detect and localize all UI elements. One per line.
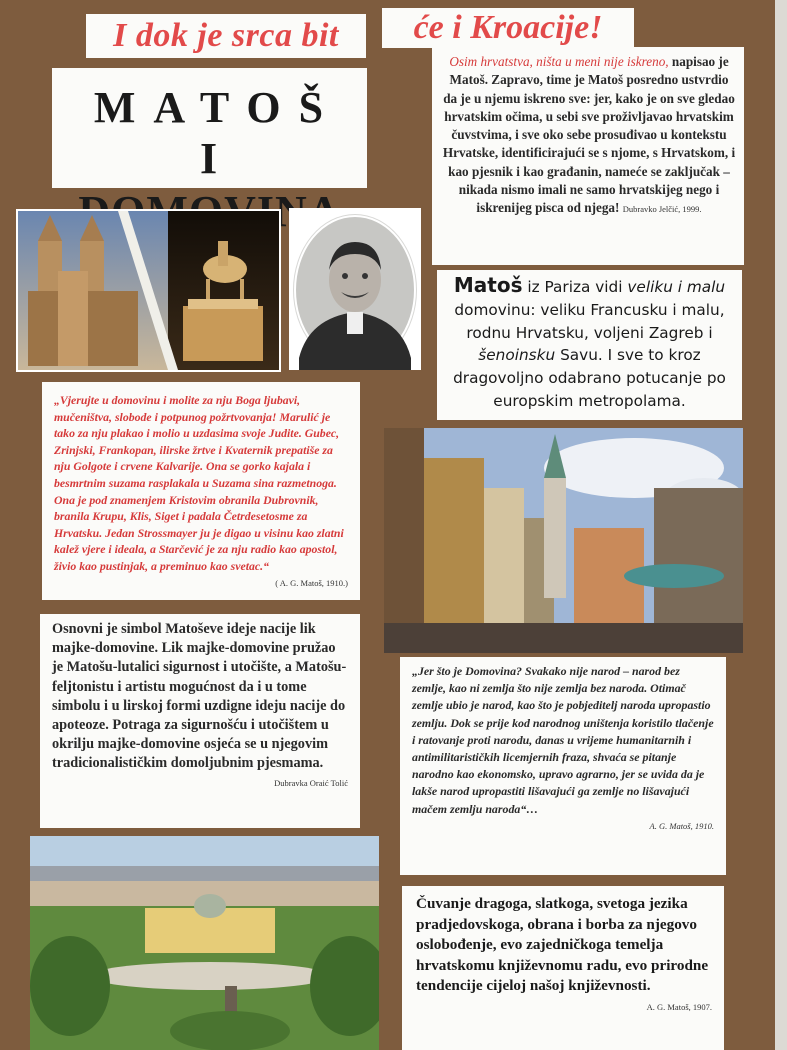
main-title [52, 68, 367, 188]
zagreb-cathedral-photo [16, 209, 281, 372]
zagreb-park-photo [30, 836, 379, 1050]
main-title-line-1: MATOŠ I [93, 83, 342, 183]
jezik-card [402, 886, 724, 1050]
zagreb-street-photo [384, 428, 743, 653]
jelcic-quote-card [432, 47, 744, 265]
wall-edge [775, 0, 787, 1050]
jelcic-quote-signature: Dubravko Jelčić, 1999. [622, 204, 702, 215]
matos-portrait-image [289, 208, 421, 370]
title-part-2: će i Kroacije! [382, 8, 634, 48]
street-photo-image [384, 428, 743, 653]
matos-paris-card [437, 270, 742, 420]
jelcic-quote-body: napisao je Matoš. Zapravo, time je Matoš posredno ustvrdio da je u njemu iskreno sve: jer, kako je on sve gledao hrvatskim očima, u sebi sve proživljavao hrvatskim čuvstvima, i sve oko sebe prosuđivao u kontekstu Hrvatske, identificirajući se s njome, s Hrvatskom, i kao pjesnik i kao građanin, nameće se zaključak – nikada nismo imali ne samo hrvatskijeg nego i iskrenijeg pisca od njega! [442, 54, 736, 216]
matos-text-5: Savu. I sve to kroz dragovoljno odabrano potucanje po europskim metropolama. [453, 346, 726, 410]
matos-1910-quote-card [42, 382, 360, 600]
oraic-tolic-card [40, 614, 360, 828]
domovina-quote-card [400, 657, 726, 875]
oraic-tolic-signature: Dubravka Oraić Tolić [274, 777, 348, 788]
jezik-signature: A. G. Matoš, 1907. [646, 1001, 712, 1012]
title-part-1: I dok je srca bit [86, 14, 366, 58]
matos-text-1: iz Pariza vidi [527, 278, 623, 296]
matos-1910-quote-signature: ( A. G. Matoš, 1910.) [275, 577, 348, 588]
matos-text-3: domovinu: veliku Francusku i malu, rodnu Hrvatsku, voljeni Zagreb i [454, 300, 725, 342]
matos-portrait-photo [289, 208, 421, 370]
jelcic-quote-opening: Osim hrvatstva, ništa u meni nije iskreno, [449, 54, 669, 69]
matos-name: Matoš [453, 273, 523, 297]
matos-text-4: šenoinsku [478, 346, 556, 365]
park-photo-image [30, 836, 379, 1050]
domovina-quote-body: „Jer što je Domovina? Svakako nije narod – narod bez zemlje, kao ni zemlja što nije zemlja bez naroda. Otimač zemlje ubio je narod, kao što je pobjeditelj naroda upropastio zemlju. Dok se prije kod narodnog uništenja koristilo tlačenje i ratovanje proti narodu, danas u vrijeme humanitarnih i antimilitarističkih licemjernih fraza, shvaća se pitanje narodno kao ekonomsko, upravo agrarno, jer se uvida da je lakše narod upropastiti lišavajući ga zemlje no lišavajući mačem zemlju naroda“… [412, 664, 714, 816]
zagreb-photo-image [18, 211, 279, 370]
domovina-quote-signature: A. G. Matoš, 1910. [649, 820, 714, 831]
jezik-body: Čuvanje dragoga, slatkoga, svetoga jezika pradjedovskoga, obrana i borba za njegovo oslobođenje, evo zajedničkoga temelja hrvatskomu književnomu radu, evo prirodne tendencije cijeloj našoj književnosti. [416, 895, 709, 994]
matos-1910-quote-body: „Vjerujte u domovinu i molite za nju Boga ljubavi, mučeništva, slobode i potpunog požrtvovanja! Marulić je tako za nju plakao i molio u uzdasima svoje Judite. Gubec, Zrinjski, Frankopan, ilirske žrtve i Kvaternik prepatiše za nju Golgote i crvene Kalvarije. Ona se gorko kajala i besmrtnim suzama rasplakala u Suzama sina razmetnoga. Ona je pod znamenjem Kristovim obranila Dubrovnik, branila Krupu, Klis, Siget i padala Četrdesetosme za Hrvatsku. Jedan Strossmayer ju je digao u visinu kao zlatni kalež vjere i ideala, a Starčević je za nju radio kao apostol, živio kao pustinjak, a preminuo kao svetac.“ [54, 393, 344, 573]
matos-text-2: veliku i malu [627, 278, 726, 296]
oraic-tolic-body: Osnovni je simbol Matoševe ideje nacije lik majke-domovine. Lik majke-domovine pružao je Matošu-lutalici sigurnost i utočište, a Matošu-feljtonistu i artistu mogućnost da i u tome simbolu i u lirskoj formi uzdigne ideju nacije do apoteoze. Potraga za sigurnošću i utočištem u okrilju majke-domovine osjeća se u njegovim tradicionalističkim domoljubnim pjesmama. [52, 621, 347, 772]
